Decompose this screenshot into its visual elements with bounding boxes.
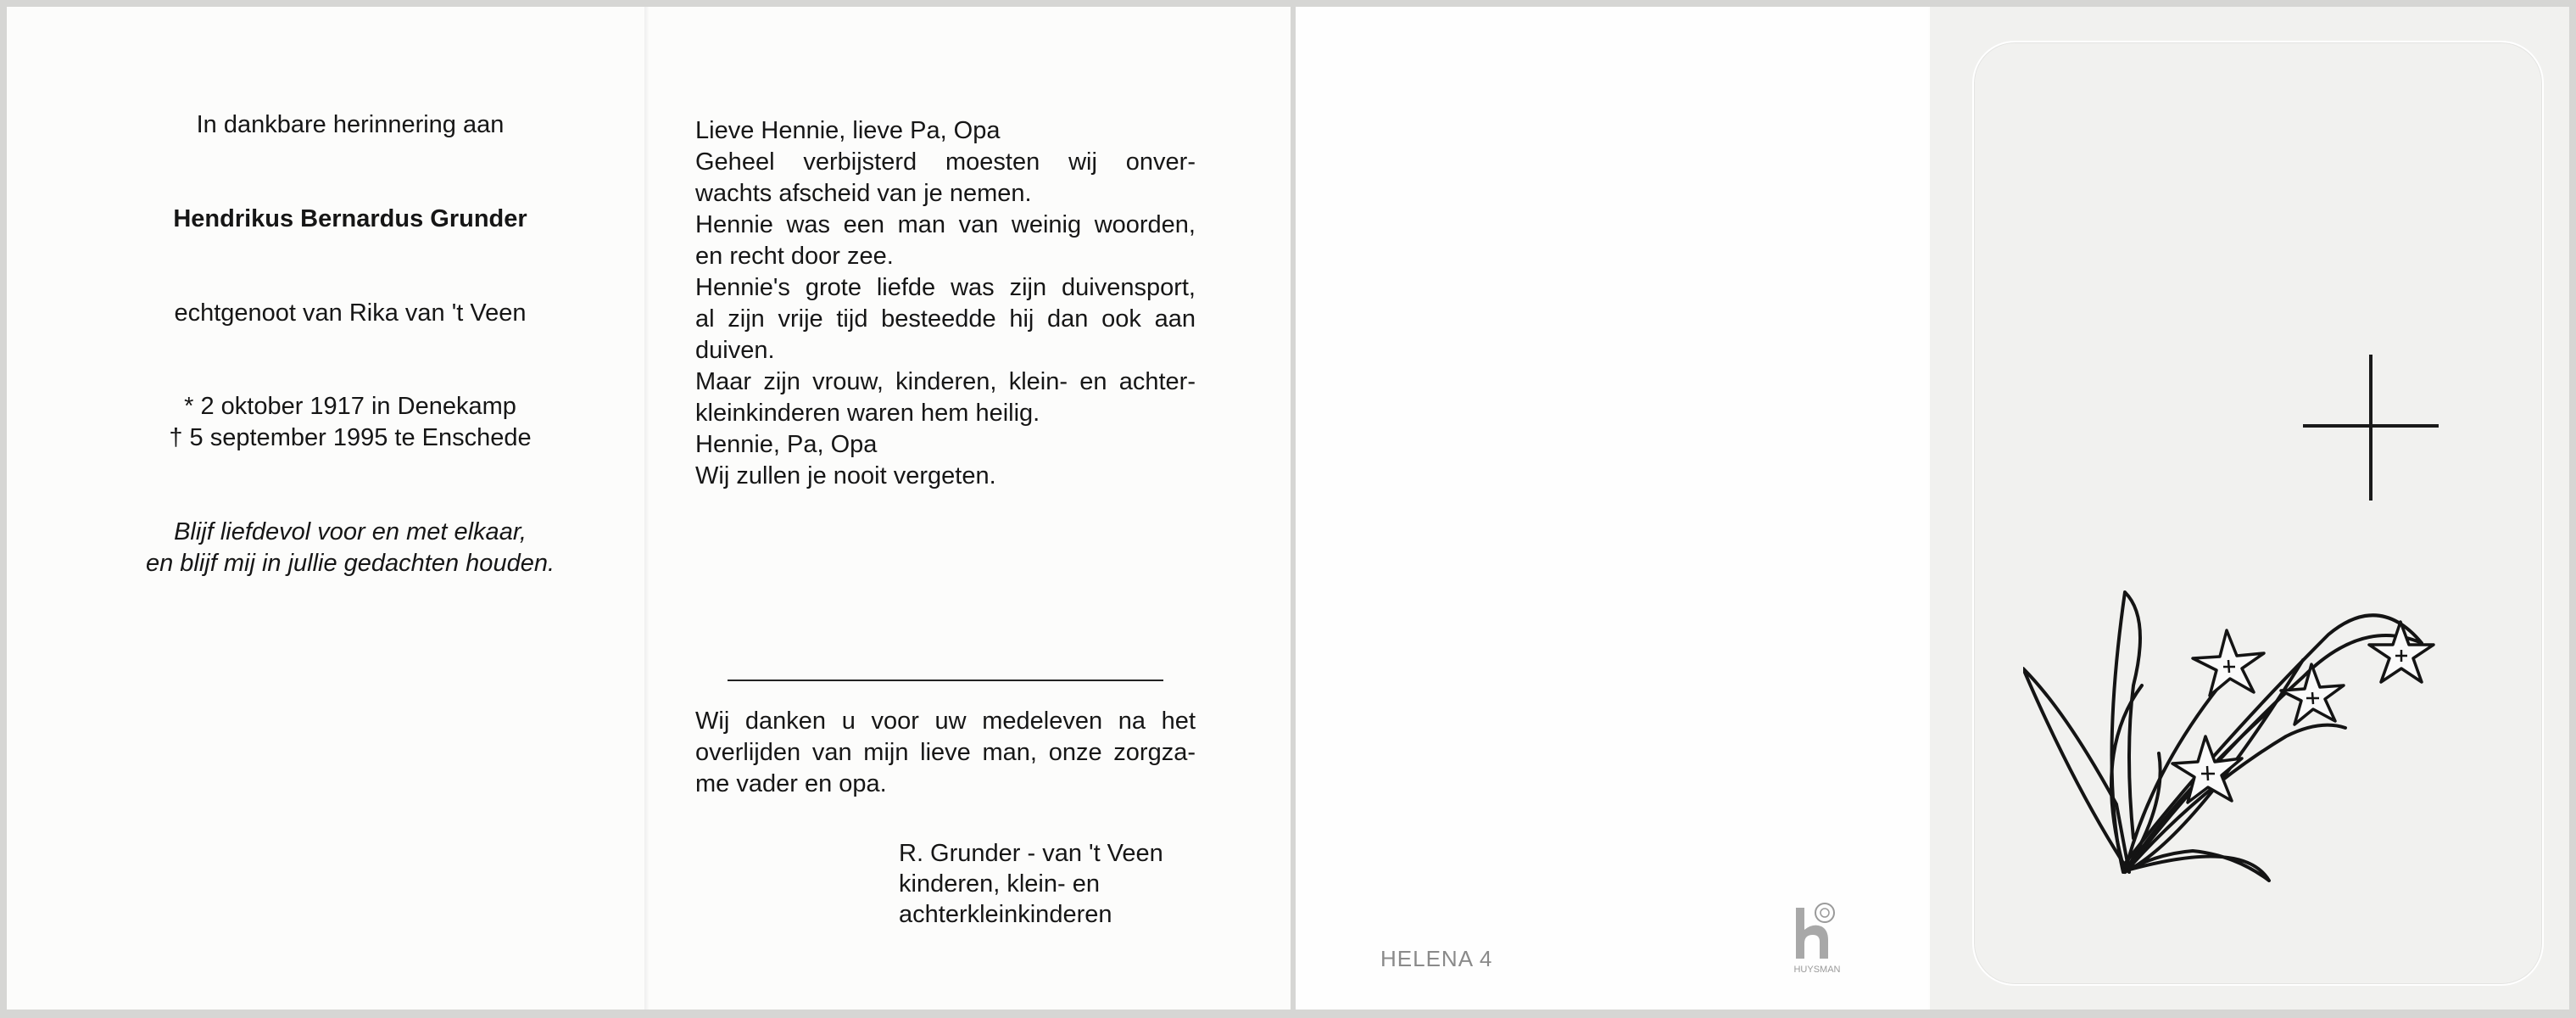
flowers-illustration: [2023, 584, 2464, 889]
front-cover: [1930, 7, 2569, 1010]
huysman-logo: [1787, 901, 1847, 977]
quote-line-2: en blijf mij in jullie gedachten houden.: [145, 550, 555, 577]
message-line: duiven.: [695, 337, 775, 364]
signature: [899, 838, 1163, 930]
signature-line: kinderen, klein- en: [899, 870, 1100, 898]
logo-text: HUYSMAN: [1793, 965, 1841, 975]
intro-text: In dankbare herinnering aan: [196, 111, 505, 138]
thanks-message: [695, 706, 1196, 800]
message-line: Lieve Hennie, lieve Pa, Opa: [695, 117, 1001, 144]
message-line: al zijn vrije tijd besteedde hij dan ook aan: [695, 305, 1196, 333]
message-line: wachts afscheid van je nemen.: [695, 180, 1032, 207]
thanks-line: me vader en opa.: [695, 770, 887, 797]
signature-line: R. Grunder - van 't Veen: [899, 840, 1163, 867]
message-line: Geheel verbijsterd moesten wij onver-: [695, 148, 1196, 176]
model-label: HELENA 4: [1380, 946, 1493, 971]
divider-line: [728, 680, 1163, 681]
inside-card: [7, 7, 1291, 1010]
message-line: Hennie, Pa, Opa: [695, 431, 878, 458]
message-line: Maar zijn vrouw, kinderen, klein- en achter-: [695, 368, 1196, 395]
message-line: Wij zullen je nooit vergeten.: [695, 462, 996, 489]
message-line: Hennie was een man van weinig woorden,: [695, 211, 1196, 238]
signature-line: achterkleinkinderen: [899, 901, 1112, 928]
outside-card: [1296, 7, 2569, 1010]
cross-icon: [2303, 355, 2439, 507]
message-line: en recht door zee.: [695, 243, 894, 270]
thanks-line: Wij danken u voor uw medeleven na het: [695, 708, 1196, 735]
inside-left-panel: [7, 7, 695, 1010]
back-panel: [1296, 7, 1928, 1010]
death-date: † 5 september 1995 te Enschede: [169, 424, 532, 451]
birth-date: * 2 oktober 1917 in Denekamp: [184, 393, 516, 420]
quote-line-1: Blijf liefdevol voor en met elkaar,: [174, 518, 527, 545]
message-line: Hennie's grote liefde was zijn duivensport,: [695, 274, 1196, 301]
message-line: kleinkinderen waren hem heilig.: [695, 400, 1040, 427]
thanks-line: overlijden van mijn lieve man, onze zorgza-: [695, 739, 1196, 766]
fold-shadow: [644, 7, 650, 1010]
spouse-text: echtgenoot van Rika van 't Veen: [174, 299, 527, 327]
personal-message: [695, 115, 1196, 492]
deceased-name: Hendrikus Bernardus Grunder: [173, 205, 527, 232]
